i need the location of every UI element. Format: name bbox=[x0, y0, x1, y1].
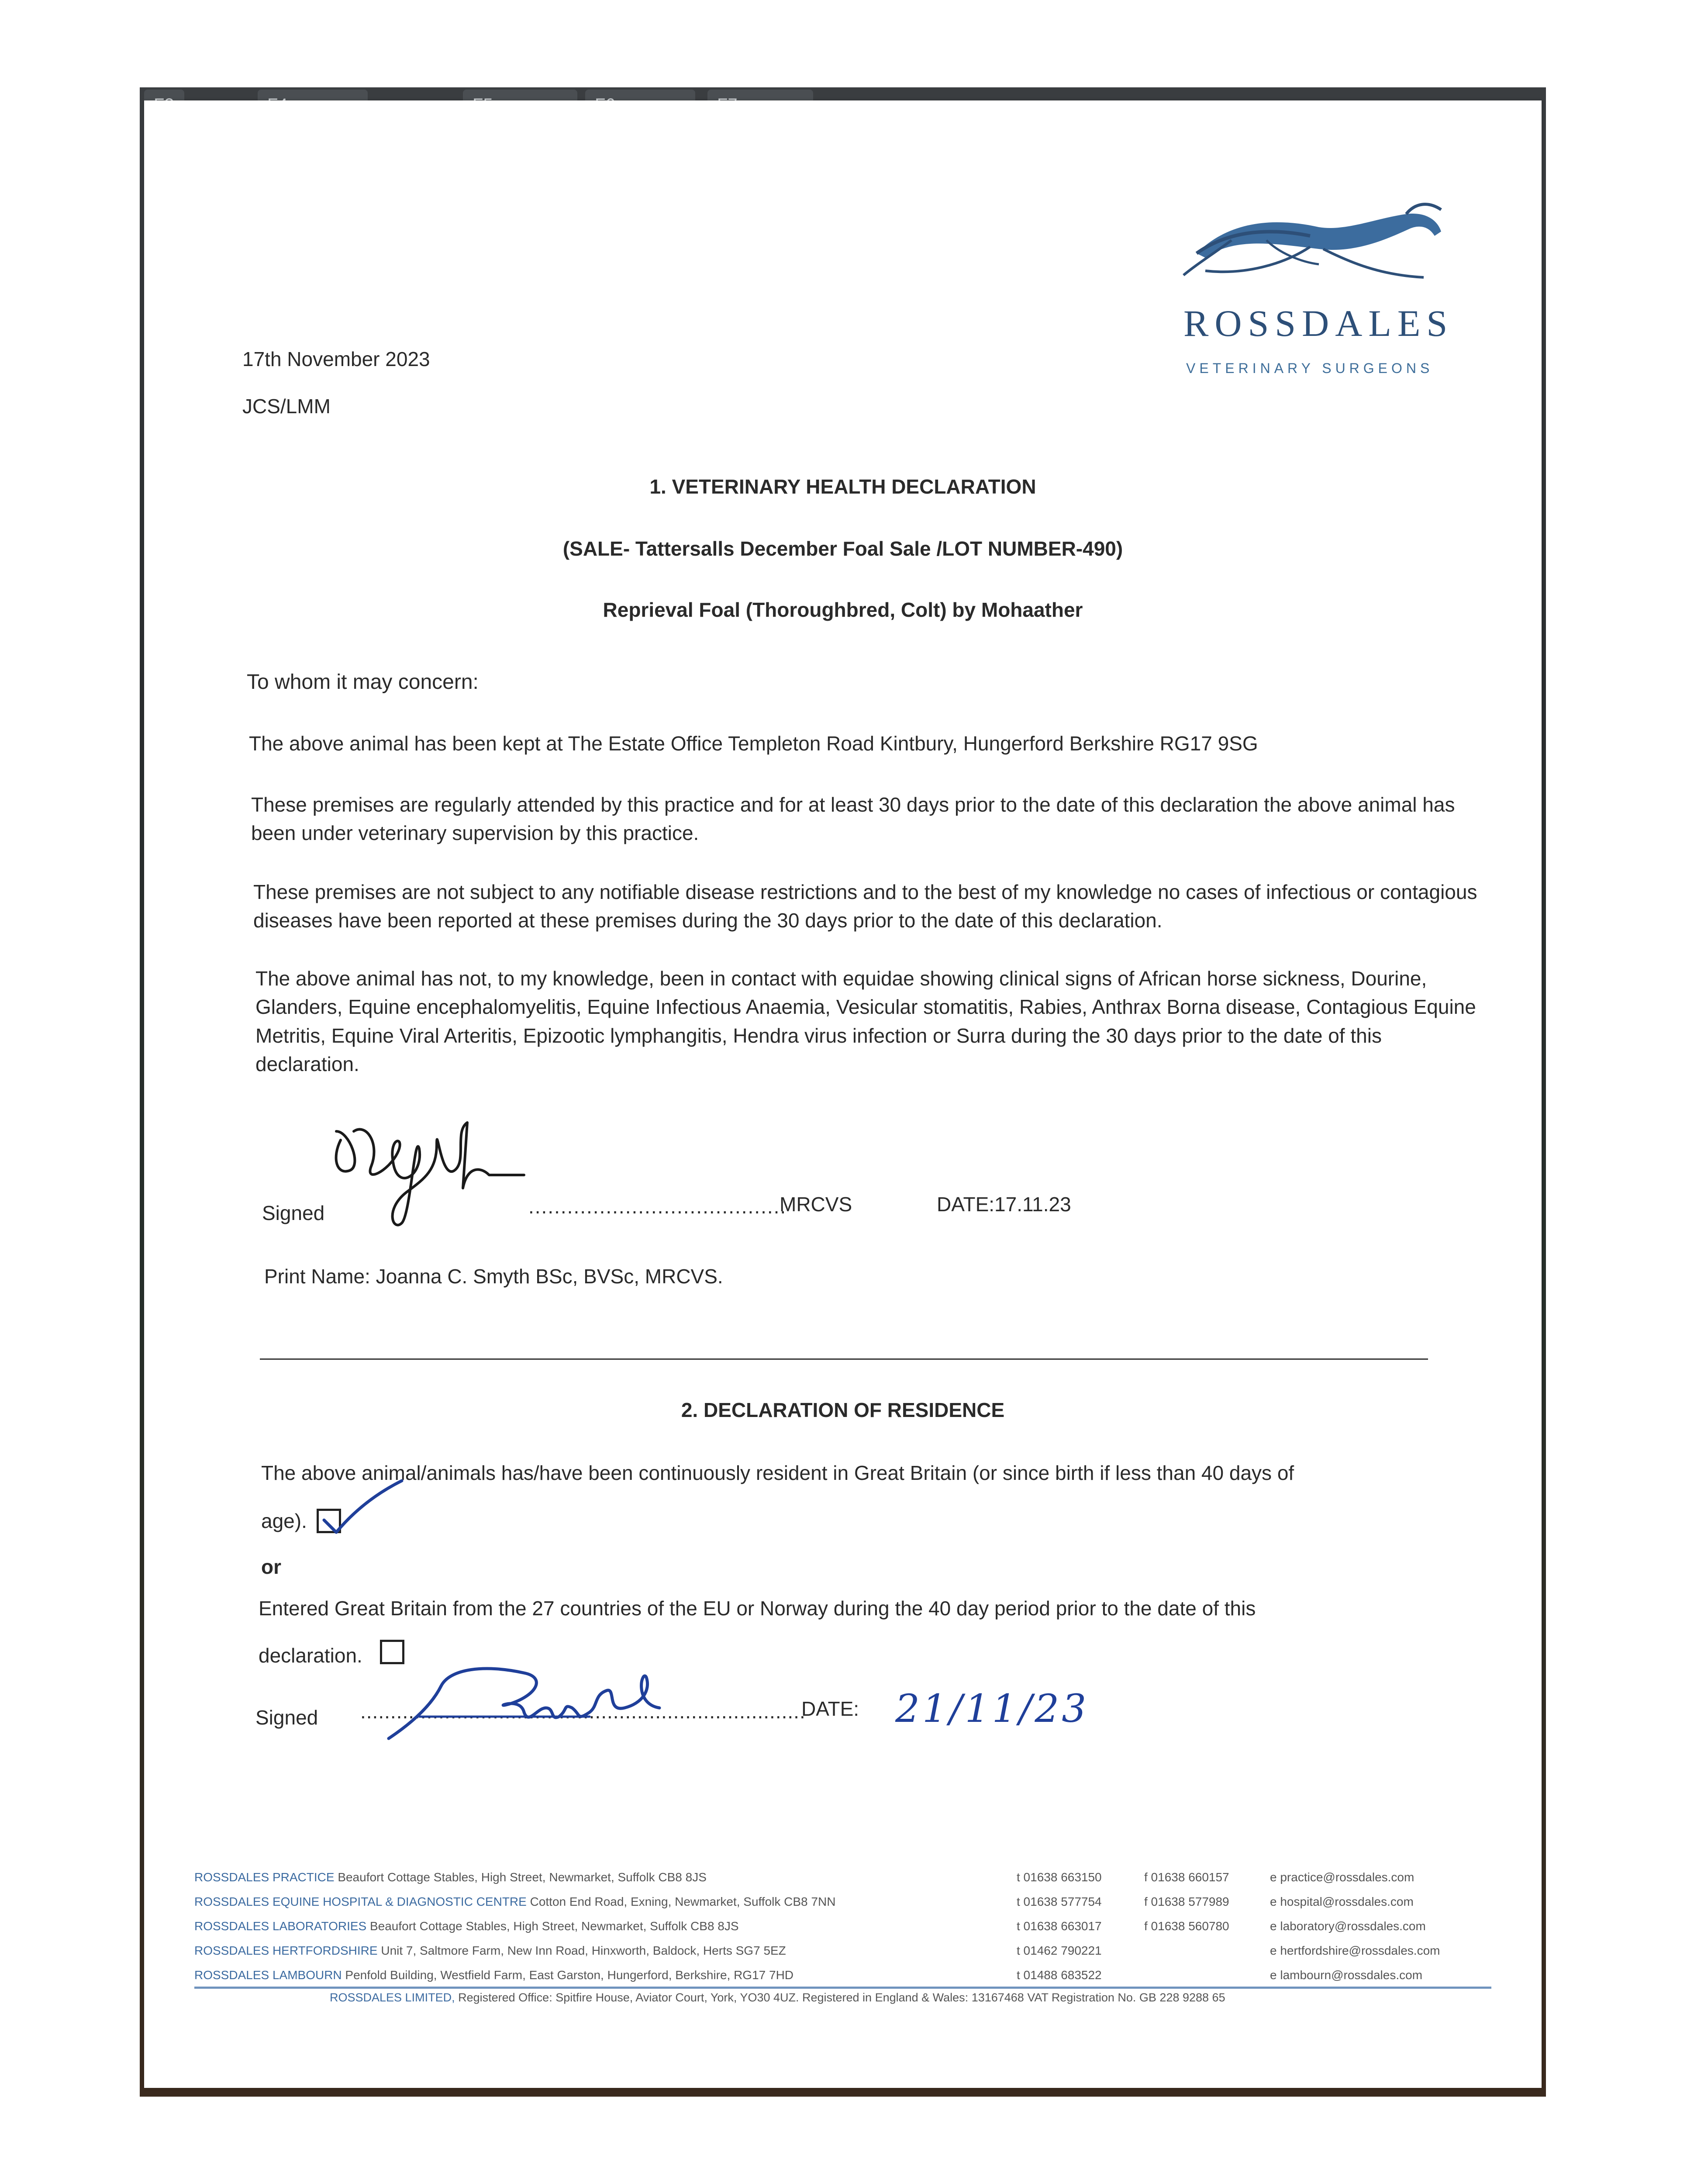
disease-restrictions-paragraph: These premises are not subject to any notifiable disease restrictions and to the best of my knowledge no cases of infectious or contagious diseases have been reported at these premises during the 30 days prior to the date of this declaration. bbox=[253, 881, 1477, 932]
declaration-document bbox=[144, 100, 1542, 2088]
section-1-title: 1. VETERINARY HEALTH DECLARATION bbox=[649, 475, 1036, 498]
footer-fax-column: f 01638 660157 f 01638 577989 f 01638 560780 bbox=[1144, 1870, 1229, 1933]
footer-row: ROSSDALES LABORATORIES Beaufort Cottage Stables, High Street, Newmarket, Suffolk CB8 8JS bbox=[194, 1919, 739, 1933]
footer-addresses bbox=[194, 1865, 835, 1987]
sale-details: (SALE- Tattersalls December Foal Sale /LOT NUMBER-490) bbox=[562, 537, 1123, 560]
logo-subtitle: VETERINARY SURGEONS bbox=[1186, 360, 1434, 376]
signed-label-2: Signed bbox=[255, 1706, 318, 1729]
mrcvs-label: MRCVS bbox=[780, 1193, 852, 1216]
letter-date: 17th November 2023 bbox=[242, 348, 430, 370]
animal-description: Reprieval Foal (Thoroughbred, Colt) by Mohaather bbox=[603, 598, 1083, 621]
handwritten-date: 21/11/23 bbox=[895, 1686, 1089, 1731]
signature-line: ........................................ bbox=[528, 1195, 787, 1218]
section-divider bbox=[260, 1358, 1428, 1360]
footer-email-column: e practice@rossdales.com e hospital@rossdales.com e laboratory@rossdales.com e hertfordshire@rossdales.com e lambourn@rossdales.com bbox=[1270, 1870, 1440, 1982]
registered-office: ROSSDALES LIMITED, Registered Office: Spitfire House, Aviator Court, York, YO30 4UZ. Registered in England & Wales: 13167468 VAT Registration No. GB 228 9288 65 bbox=[330, 1991, 1225, 2004]
signed-label: Signed bbox=[262, 1202, 325, 1224]
residence-option-1-text: The above animal/animals has/have been continuously resident in Great Britain (or since birth if less than 40 days of bbox=[261, 1462, 1294, 1484]
signature-line-2: .......................................................................... bbox=[360, 1700, 806, 1723]
footer-row: ROSSDALES PRACTICE Beaufort Cottage Stables, High Street, Newmarket, Suffolk CB8 8JS bbox=[194, 1870, 707, 1884]
logo-wordmark: ROSSDALES bbox=[1183, 302, 1454, 344]
residence-option-1-text-cont: age). bbox=[261, 1510, 307, 1532]
handwritten-signature-1 bbox=[323, 1105, 533, 1236]
footer-row: ROSSDALES LAMBOURN Penfold Building, Westfield Farm, East Garston, Hungerford, Berkshire, RG17 7HD bbox=[194, 1968, 794, 1982]
date-label-2: DATE: bbox=[801, 1697, 859, 1720]
premises-paragraph: The above animal has been kept at The Estate Office Templeton Road Kintbury, Hungerford Berkshire RG17 9SG bbox=[249, 732, 1258, 755]
residence-option-2-text: Entered Great Britain from the 27 countries of the EU or Norway during the 40 day period prior to the date of this bbox=[259, 1597, 1256, 1620]
checkmark-icon bbox=[319, 1476, 406, 1538]
handwritten-signature-2 bbox=[380, 1655, 686, 1752]
supervision-paragraph: These premises are regularly attended by this practice and for at least 30 days prior to the date of this declaration the above animal has been under veterinary supervision by this practice. bbox=[251, 793, 1455, 845]
print-name: Print Name: Joanna C. Smyth BSc, BVSc, MRCVS. bbox=[264, 1265, 723, 1288]
letter-reference: JCS/LMM bbox=[242, 395, 331, 418]
footer-telephone-column: t 01638 663150 t 01638 577754 t 01638 663017 t 01462 790221 t 01488 683522 bbox=[1017, 1870, 1102, 1982]
salutation: To whom it may concern: bbox=[247, 670, 479, 694]
footer-row: ROSSDALES EQUINE HOSPITAL & DIAGNOSTIC CENTRE Cotton End Road, Exning, Newmarket, Suffolk CB8 7NN bbox=[194, 1895, 836, 1908]
signature-date: DATE:17.11.23 bbox=[937, 1193, 1071, 1216]
contact-paragraph: The above animal has not, to my knowledge, been in contact with equidae showing clinical signs of African horse sickness, Dourine, Glanders, Equine encephalomyelitis, Equine Infectious Anaemia, Vesicular stomatitis, Rabies, Anthrax Borna disease, Contagious Equine Metritis, Equine Viral Arteritis, Epizootic lymphangitis, Hendra virus infection or Surra during the 30 days prior to the date of this declaration. bbox=[255, 967, 1476, 1075]
galloping-horse-logo-icon bbox=[1179, 188, 1450, 293]
footer-row: ROSSDALES HERTFORDSHIRE Unit 7, Saltmore Farm, New Inn Road, Hinxworth, Baldock, Herts SG7 5EZ bbox=[194, 1944, 786, 1957]
section-2-title: 2. DECLARATION OF RESIDENCE bbox=[681, 1399, 1005, 1421]
or-label: or bbox=[261, 1555, 281, 1578]
residence-option-2-text-cont: declaration. bbox=[259, 1644, 362, 1667]
